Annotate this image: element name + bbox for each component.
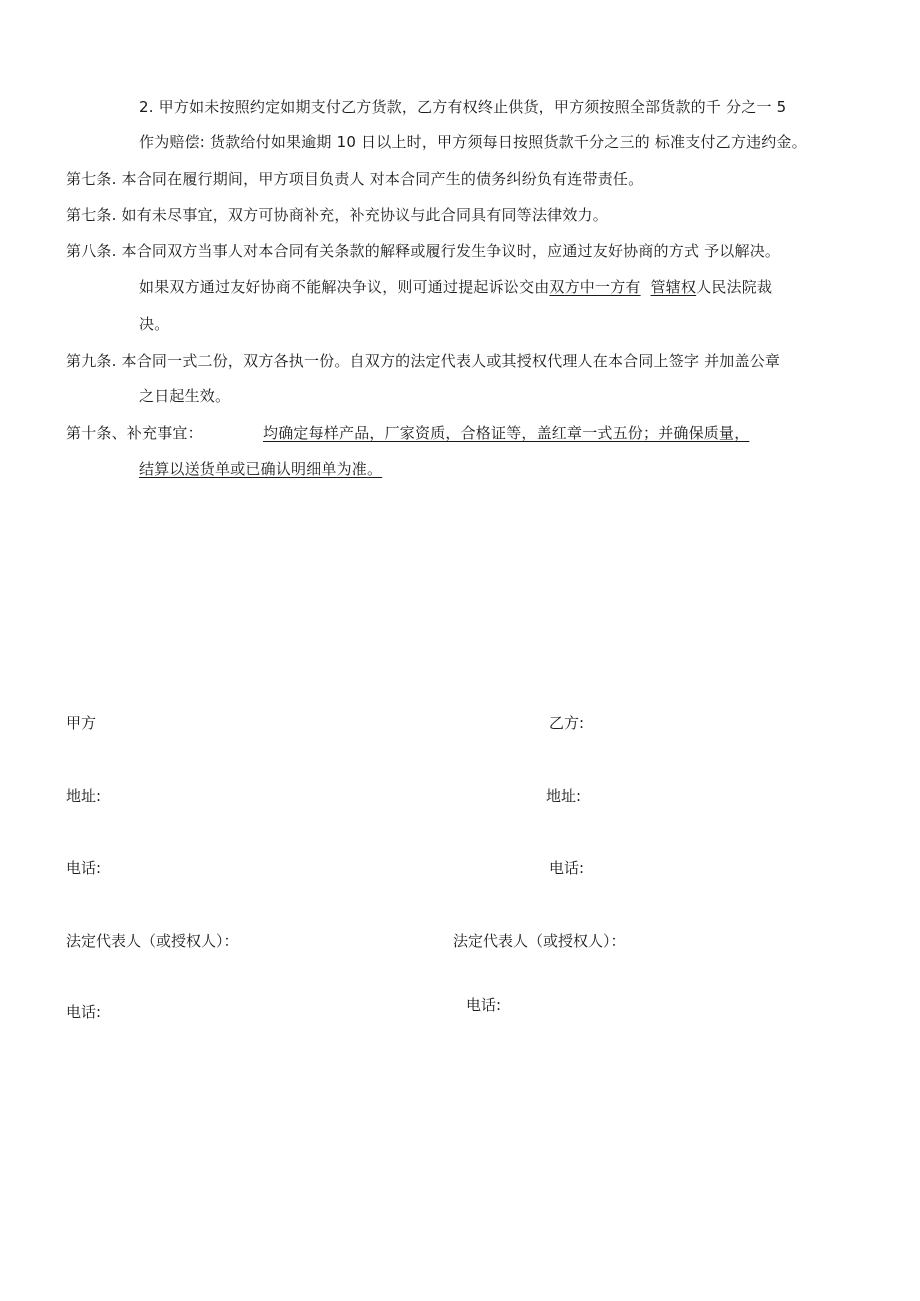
clause-8-line-2-post: 人民法院裁 xyxy=(696,278,773,296)
party-a-address-label: 地址: xyxy=(66,787,102,805)
clause-8-line-1: 第八条. 本合同双方当事人对本合同有关条款的解释或履行发生争议时，应通过友好协商的方式 予以解决。 xyxy=(66,242,781,260)
party-a-phone-label: 电话: xyxy=(66,859,102,877)
clause-6-item-2-line-1: 2. 甲方如未按照约定如期支付乙方货款，乙方有权终止供货，甲方须按照全部货款的千 分之一 5 xyxy=(139,98,787,116)
party-a-name-label: 甲方 xyxy=(66,714,97,732)
clause-9-line-2: 之日起生效。 xyxy=(139,387,231,405)
party-a-representative-label: 法定代表人（或授权人）： xyxy=(66,932,239,950)
clause-7b: 第七条. 如有未尽事宜，双方可协商补充，补充协议与此合同具有同等法律效力。 xyxy=(66,206,608,224)
clause-7a: 第七条. 本合同在履行期间，甲方项目负责人 对本合同产生的债务纠纷负有连带责任。 xyxy=(66,170,644,188)
jurisdiction-underlined: 管辖权 xyxy=(650,278,697,296)
party-b-name-label: 乙方: xyxy=(549,714,585,732)
clause-10-line-1: 均确定每样产品，厂家资质，合格证等，盖红章一式五份；并确保质量， xyxy=(263,424,750,442)
clause-8-line-2 xyxy=(139,277,772,297)
clause-8-line-2-gap xyxy=(641,278,651,296)
clause-8-line-3: 决。 xyxy=(139,315,170,333)
clause-10-label: 第十条、补充事宜： xyxy=(66,424,203,442)
party-b-representative-label: 法定代表人（或授权人）： xyxy=(453,932,626,950)
clause-6-item-2-line-2: 作为赔偿: 货款给付如果逾期 10 日以上时，甲方须每日按照货款千分之三的 标准支付乙方违约金。 xyxy=(139,133,807,151)
party-a-rep-phone-label: 电话: xyxy=(66,1003,102,1021)
jurisdiction-party-underlined: 双方中一方有 xyxy=(549,278,641,296)
clause-8-line-2-pre: 如果双方通过友好协商不能解决争议，则可通过提起诉讼交由 xyxy=(139,278,550,296)
party-b-address-label: 地址: xyxy=(546,787,582,805)
clause-10-line-2: 结算以送货单或已确认明细单为准。 xyxy=(139,460,383,478)
party-b-rep-phone-label: 电话: xyxy=(466,996,502,1014)
party-b-phone-label: 电话: xyxy=(549,859,585,877)
clause-9-line-1: 第九条. 本合同一式二份，双方各执一份。自双方的法定代表人或其授权代理人在本合同上签字 并加盖公章 xyxy=(66,352,781,370)
